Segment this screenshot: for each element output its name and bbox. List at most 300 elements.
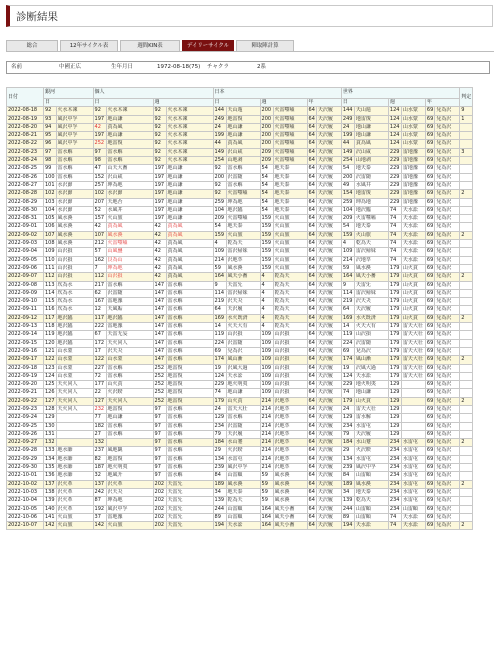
table-cell: 山火賁 — [401, 298, 425, 306]
table-cell: 121 — [45, 347, 55, 354]
table-row — [7, 132, 473, 140]
table-cell: 159 — [261, 223, 272, 230]
date-cell: 2022-08-31 — [7, 215, 44, 223]
table-cell: 174 — [214, 356, 225, 363]
table-cell: 水風井 — [106, 206, 153, 214]
date-cell: 2022-09-02 — [7, 231, 44, 239]
date-cell: 2022-08-28 — [7, 190, 44, 198]
table-cell: 87 — [93, 497, 106, 505]
table-cell: 雷水解 — [56, 165, 93, 173]
table-cell: 水雷屯 — [401, 488, 425, 496]
date-cell: 2022-08-30 — [7, 206, 44, 214]
table-cell: 天沢履 — [316, 455, 341, 463]
table-cell: 火山旅 — [354, 231, 388, 239]
table-cell: 69 — [426, 356, 434, 363]
table-cell: 106 — [45, 223, 55, 230]
table-cell: 雷水解 — [166, 439, 213, 447]
table-cell: 197 — [94, 132, 105, 139]
table-cell: 天水訟 — [401, 215, 425, 223]
table-row — [7, 115, 473, 123]
judge-cell — [460, 414, 473, 422]
table-cell: 天沢履 — [316, 364, 341, 372]
table-cell: 54 — [260, 206, 273, 214]
birth-label: 生年月日 — [111, 64, 134, 70]
table-cell: 214 — [261, 447, 272, 454]
table-cell: 4 — [260, 298, 273, 306]
table-cell: 159 — [261, 215, 272, 222]
table-cell: 兌為沢 — [435, 281, 460, 289]
table-cell: 兌為沢 — [435, 223, 460, 231]
table-cell: 天火同人 — [56, 397, 93, 405]
table-cell: 197 — [154, 165, 165, 172]
table-cell: 229 — [389, 148, 400, 155]
judge-cell: 2 — [460, 273, 473, 281]
table-cell: 69 — [426, 231, 434, 238]
table-cell: 天沢履 — [354, 306, 388, 314]
table-row — [7, 430, 473, 438]
table-cell: 沢天夬 — [106, 488, 153, 496]
table-cell: 42 — [153, 240, 166, 248]
table-cell: 257 — [94, 181, 105, 188]
table-cell: 天沢履 — [316, 331, 341, 339]
judge-cell — [460, 248, 473, 256]
table-cell: 130 — [45, 422, 55, 429]
table-cell: 115 — [45, 298, 55, 305]
table-cell: 64 — [308, 464, 315, 471]
table-cell: 202 — [154, 522, 165, 529]
table-cell: 天水訟 — [226, 522, 260, 530]
table-cell: 天沢履 — [316, 148, 341, 156]
header-world: 世界 — [341, 88, 459, 99]
table-cell: 97 — [153, 439, 166, 447]
table-cell: 火水木凍 — [166, 157, 213, 165]
table-cell: 92 — [93, 107, 106, 115]
table-cell: 雷水解 — [166, 447, 213, 455]
table-cell: 坎為水 — [56, 289, 93, 297]
table-cell: 天水訟 — [401, 206, 425, 214]
table-cell: 賁為風 — [354, 140, 388, 148]
profile-info-box — [6, 61, 490, 74]
table-cell: 地山謙 — [354, 123, 388, 131]
table-cell: 189 — [214, 480, 225, 487]
table-cell: 山風蠱 — [106, 248, 153, 256]
table-cell: 火水木凍 — [166, 123, 213, 131]
table-cell: 124 — [389, 123, 400, 130]
date-cell: 2022-09-12 — [7, 314, 44, 322]
table-cell: 54 — [260, 165, 273, 173]
table-cell: 64 — [308, 206, 315, 213]
table-cell: 沢地萃 — [226, 256, 260, 264]
table-cell: 賁為風 — [166, 264, 213, 272]
table-cell: 133 — [45, 447, 55, 454]
table-cell: 64 — [308, 281, 315, 288]
table-cell: 142 — [94, 522, 105, 529]
date-cell: 2022-09-18 — [7, 364, 44, 372]
table-cell: 天沢履 — [316, 115, 341, 123]
table-cell: 92 — [44, 107, 57, 115]
table-cell: 乾為天 — [226, 497, 260, 505]
table-cell: 雷水解 — [166, 281, 213, 289]
table-cell: 天沢履 — [316, 190, 341, 198]
table-cell: 200 — [261, 123, 272, 130]
tab-3[interactable]: デイリーサイクル — [182, 40, 234, 52]
table-cell: 地雷復 — [106, 455, 153, 463]
judge-cell: 2 — [460, 522, 473, 530]
table-cell: 雷水解 — [56, 148, 93, 156]
table-cell: 92 — [153, 107, 166, 115]
table-cell: 山沢損 — [273, 356, 307, 364]
table-cell: 山雷頤 — [226, 513, 260, 521]
table-cell: 地天泰 — [273, 190, 307, 198]
table-cell: 天風姤 — [106, 306, 153, 314]
table-cell: 沢地萃 — [273, 397, 307, 405]
date-cell: 2022-09-04 — [7, 248, 44, 256]
table-cell: 風水渙 — [56, 240, 93, 248]
table-cell: 69 — [426, 455, 434, 462]
table-cell: 229 — [342, 381, 353, 388]
table-cell: 天水訟 — [354, 372, 388, 380]
judge-cell — [460, 215, 473, 223]
table-row — [7, 505, 473, 513]
table-cell: 79 — [213, 430, 226, 438]
table-cell: 172 — [94, 339, 105, 346]
table-cell: 254 — [342, 157, 353, 164]
table-cell: 火水木凍 — [166, 115, 213, 123]
table-cell: 59 — [260, 488, 273, 496]
table-cell: 風沢中孚 — [56, 123, 93, 131]
table-row — [7, 190, 473, 198]
table-cell: 234 — [389, 472, 400, 479]
table-cell: 山天大畜 — [106, 165, 153, 173]
table-cell: 24 — [213, 405, 226, 413]
table-cell: 98 — [93, 157, 106, 165]
table-cell: 64 — [308, 430, 315, 437]
table-cell: 64 — [308, 513, 315, 520]
table-cell: 97 — [153, 405, 166, 413]
table-cell: 地山謙 — [166, 165, 213, 173]
table-cell — [401, 414, 425, 422]
table-row — [7, 522, 473, 530]
table-cell: 天沢履 — [316, 165, 341, 173]
tab-1[interactable]: 12年サイクル表 — [60, 40, 118, 52]
table-cell: 64 — [308, 256, 315, 263]
table-row — [7, 447, 473, 455]
table-cell: 山水蒙 — [56, 364, 93, 372]
table-cell: 162 — [94, 256, 105, 263]
date-cell: 2022-09-16 — [7, 347, 44, 355]
date-cell: 2022-10-04 — [7, 497, 44, 505]
date-cell: 2022-09-05 — [7, 256, 44, 264]
table-cell: 159 — [214, 231, 225, 238]
table-cell: 山水蒙 — [56, 372, 93, 380]
table-cell: 兌為沢 — [435, 422, 460, 430]
table-row — [7, 165, 473, 173]
table-cell: 252 — [154, 389, 165, 396]
table-cell: 天水訟 — [401, 513, 425, 521]
table-cell: 水山蹇 — [354, 439, 388, 447]
table-cell: 天沢履 — [316, 198, 341, 206]
table-cell: 101 — [45, 181, 55, 188]
table-cell: 山雷頤 — [401, 505, 425, 513]
table-cell: 94 — [44, 123, 57, 131]
table-cell: 69 — [426, 190, 434, 197]
table-row — [7, 140, 473, 148]
table-cell: 149 — [342, 148, 353, 155]
table-cell: 234 — [342, 422, 353, 429]
date-cell: 2022-08-19 — [7, 115, 44, 123]
date-cell: 2022-10-01 — [7, 472, 44, 480]
table-cell: 200 — [261, 115, 272, 122]
table-cell: 134 — [342, 455, 353, 462]
table-cell: 兌為沢 — [435, 148, 460, 156]
table-cell: 64 — [308, 181, 315, 188]
table-cell: 雷沢帰妹 — [354, 248, 388, 256]
judge-cell — [460, 364, 473, 372]
table-cell: 179 — [214, 397, 225, 404]
date-cell: 2022-09-23 — [7, 405, 44, 413]
table-row — [7, 331, 473, 339]
table-cell: 地雷復 — [166, 364, 213, 372]
table-cell: 沢地萃 — [354, 256, 388, 264]
table-cell: 14 — [341, 323, 354, 331]
table-cell: 93 — [44, 115, 57, 123]
table-cell: 224 — [342, 339, 353, 346]
judge-cell — [460, 123, 473, 131]
table-cell: 山雷頤 — [226, 505, 260, 513]
table-cell: 雷水解 — [226, 181, 260, 189]
table-cell: 92 — [213, 165, 226, 173]
table-cell: 64 — [308, 165, 315, 172]
table-cell: 沢雷随 — [226, 173, 260, 181]
table-cell: 154 — [342, 190, 353, 197]
table-cell: 天沢履 — [316, 298, 341, 306]
table-cell: 74 — [388, 223, 401, 231]
table-cell: 234 — [389, 480, 400, 487]
table-cell: 地天泰 — [273, 181, 307, 189]
table-cell: 179 — [389, 339, 400, 346]
table-cell: 64 — [213, 306, 226, 314]
table-cell: 124 — [389, 140, 400, 147]
table-cell: 234 — [389, 455, 400, 462]
table-cell: 水雷屯 — [401, 480, 425, 488]
table-cell: 139 — [214, 497, 225, 504]
table-cell: 149 — [214, 148, 225, 155]
judge-cell — [460, 198, 473, 206]
table-cell: 水雷屯 — [401, 464, 425, 472]
table-cell: 天沢履 — [316, 480, 341, 488]
table-cell: 62 — [93, 289, 106, 297]
table-cell: 風沢中孚 — [56, 140, 93, 148]
table-cell: 水火既済 — [354, 314, 388, 322]
table-cell: 252 — [154, 381, 165, 388]
table-cell: 42 — [153, 223, 166, 231]
table-cell: 雷地豫 — [401, 157, 425, 165]
table-cell: 地雷復 — [106, 405, 153, 413]
table-cell: 地天泰 — [354, 488, 388, 496]
table-cell: 69 — [426, 439, 434, 446]
tab-2[interactable]: 週間KIN表 — [120, 40, 180, 52]
table-cell: 天沢履 — [316, 339, 341, 347]
table-cell: 坤為地 — [106, 181, 153, 189]
table-cell: 69 — [426, 289, 434, 296]
table-cell: 126 — [45, 389, 55, 396]
table-cell: 64 — [308, 339, 315, 346]
table-cell: 雷水解 — [226, 165, 260, 173]
table-cell: 天沢履 — [316, 422, 341, 430]
table-cell: 64 — [308, 480, 315, 487]
table-cell: 地天泰 — [273, 206, 307, 214]
judge-cell — [460, 430, 473, 438]
table-cell: 194 — [342, 522, 353, 529]
table-cell: 天沢履 — [316, 206, 341, 214]
table-cell: 32 — [93, 472, 106, 480]
table-cell: 252 — [154, 372, 165, 379]
table-cell: 64 — [308, 123, 315, 130]
table-cell: 雷水解 — [166, 430, 213, 438]
table-cell: 202 — [154, 513, 165, 520]
table-cell: 64 — [308, 264, 315, 271]
table-cell: 139 — [342, 497, 353, 504]
table-cell: 山沢損 — [56, 264, 93, 272]
table-cell: 24 — [213, 123, 226, 131]
table-cell: 64 — [308, 223, 315, 230]
table-cell: 天沢履 — [316, 173, 341, 181]
table-cell: 天沢履 — [316, 140, 341, 148]
table-cell: 92 — [153, 157, 166, 165]
date-cell: 2022-08-18 — [7, 107, 44, 115]
table-cell: 地天泰 — [226, 488, 260, 496]
table-cell: 199 — [214, 132, 225, 139]
table-cell: 69 — [426, 123, 434, 130]
table-cell: 69 — [426, 107, 434, 114]
table-cell: 火山旅 — [273, 223, 307, 231]
table-cell: 74 — [388, 513, 401, 521]
table-cell: 地風升 — [106, 472, 153, 480]
table-cell: 89 — [213, 513, 226, 521]
date-cell: 2022-09-26 — [7, 430, 44, 438]
table-row — [7, 389, 473, 397]
table-cell: 109 — [261, 339, 272, 346]
table-cell: 113 — [45, 281, 55, 288]
table-cell: 144 — [214, 107, 225, 114]
table-cell: 地沢臨 — [354, 206, 388, 214]
table-cell: 95 — [44, 132, 57, 140]
judge-cell — [460, 223, 473, 231]
table-cell: 214 — [261, 414, 272, 421]
table-cell: 64 — [308, 364, 315, 371]
judge-cell: 2 — [460, 397, 473, 405]
table-cell: 天水訟 — [401, 223, 425, 231]
table-cell: 64 — [308, 132, 315, 139]
table-cell: 火沢睽 — [226, 447, 260, 455]
table-cell: 229 — [214, 381, 225, 388]
table-cell: 雷天大壮 — [401, 339, 425, 347]
table-cell: 天水訟 — [354, 522, 388, 530]
date-cell: 2022-10-02 — [7, 480, 44, 488]
table-cell: 69 — [426, 215, 434, 222]
table-cell: 山火賁 — [226, 397, 260, 405]
table-cell: 水雷屯 — [401, 497, 425, 505]
table-cell: 賁為風 — [106, 123, 153, 131]
table-cell: 地沢臨 — [56, 314, 93, 322]
table-cell: 179 — [389, 289, 400, 296]
table-cell: 227 — [94, 364, 105, 371]
table-cell: 沢火革 — [56, 488, 93, 496]
header-unity: 銀河 — [44, 88, 94, 99]
table-cell: 179 — [389, 364, 400, 371]
table-cell: 山沢損 — [56, 248, 93, 256]
table-cell: 兌為沢 — [435, 455, 460, 463]
table-cell: 134 — [214, 455, 225, 462]
table-cell: 地山謙 — [226, 123, 260, 131]
table-cell: 42 — [153, 231, 166, 239]
table-cell: 地山謙 — [106, 414, 153, 422]
judge-cell — [460, 206, 473, 214]
tab-divider — [6, 51, 494, 52]
judge-cell — [460, 488, 473, 496]
table-cell: 64 — [308, 356, 315, 363]
table-cell: 乾為天 — [273, 314, 307, 322]
table-cell: 69 — [426, 273, 434, 280]
table-cell: 159 — [261, 264, 272, 271]
table-cell: 200 — [342, 173, 353, 180]
tab-0[interactable]: 総合 — [6, 40, 58, 52]
date-cell: 2022-09-07 — [7, 273, 44, 281]
table-cell: 194 — [214, 522, 225, 529]
date-cell: 2022-09-13 — [7, 323, 44, 331]
table-cell: 天沢履 — [316, 356, 341, 364]
judge-cell: 2 — [460, 314, 473, 322]
table-cell: 山沢損 — [273, 381, 307, 389]
table-cell: 地山謙 — [106, 132, 153, 140]
table-cell: 雷水解 — [354, 414, 388, 422]
table-cell: 69 — [426, 488, 434, 495]
table-cell: 97 — [153, 422, 166, 430]
table-cell: 147 — [154, 331, 165, 338]
table-cell: 賁為風 — [166, 248, 213, 256]
date-cell: 2022-08-24 — [7, 157, 44, 165]
table-cell: 天水訟 — [401, 240, 425, 248]
table-cell: 雷沢帰妹 — [226, 289, 260, 297]
table-cell: 兌為沢 — [435, 430, 460, 438]
table-cell: 59 — [213, 264, 226, 272]
judge-cell — [460, 331, 473, 339]
table-cell: 火山旅 — [273, 248, 307, 256]
table-cell: 167 — [94, 298, 105, 305]
table-row — [7, 472, 473, 480]
table-cell: 水雷屯 — [401, 447, 425, 455]
table-cell: 兌為沢 — [435, 190, 460, 198]
table-cell: 116 — [45, 306, 55, 313]
table-cell: 風山漸 — [354, 356, 388, 364]
tab-4[interactable]: 陣取陣計算 — [236, 40, 294, 52]
table-cell: 192 — [94, 505, 105, 512]
judge-cell — [460, 132, 473, 140]
table-cell: 59 — [260, 480, 273, 488]
table-cell: 天沢履 — [316, 306, 341, 314]
table-cell: 179 — [389, 264, 400, 271]
table-cell: 兌為沢 — [435, 173, 460, 181]
table-cell: 109 — [261, 347, 272, 354]
table-cell: 風水渙 — [354, 264, 388, 272]
judge-cell — [460, 381, 473, 389]
table-cell: 19 — [341, 364, 354, 372]
table-cell: 山火賁 — [401, 281, 425, 289]
judge-cell — [460, 455, 473, 463]
table-cell: 風沢中孚 — [56, 132, 93, 140]
table-cell: 地沢臨 — [226, 206, 260, 214]
birth-value: 1972-08-18(75) — [157, 64, 201, 70]
